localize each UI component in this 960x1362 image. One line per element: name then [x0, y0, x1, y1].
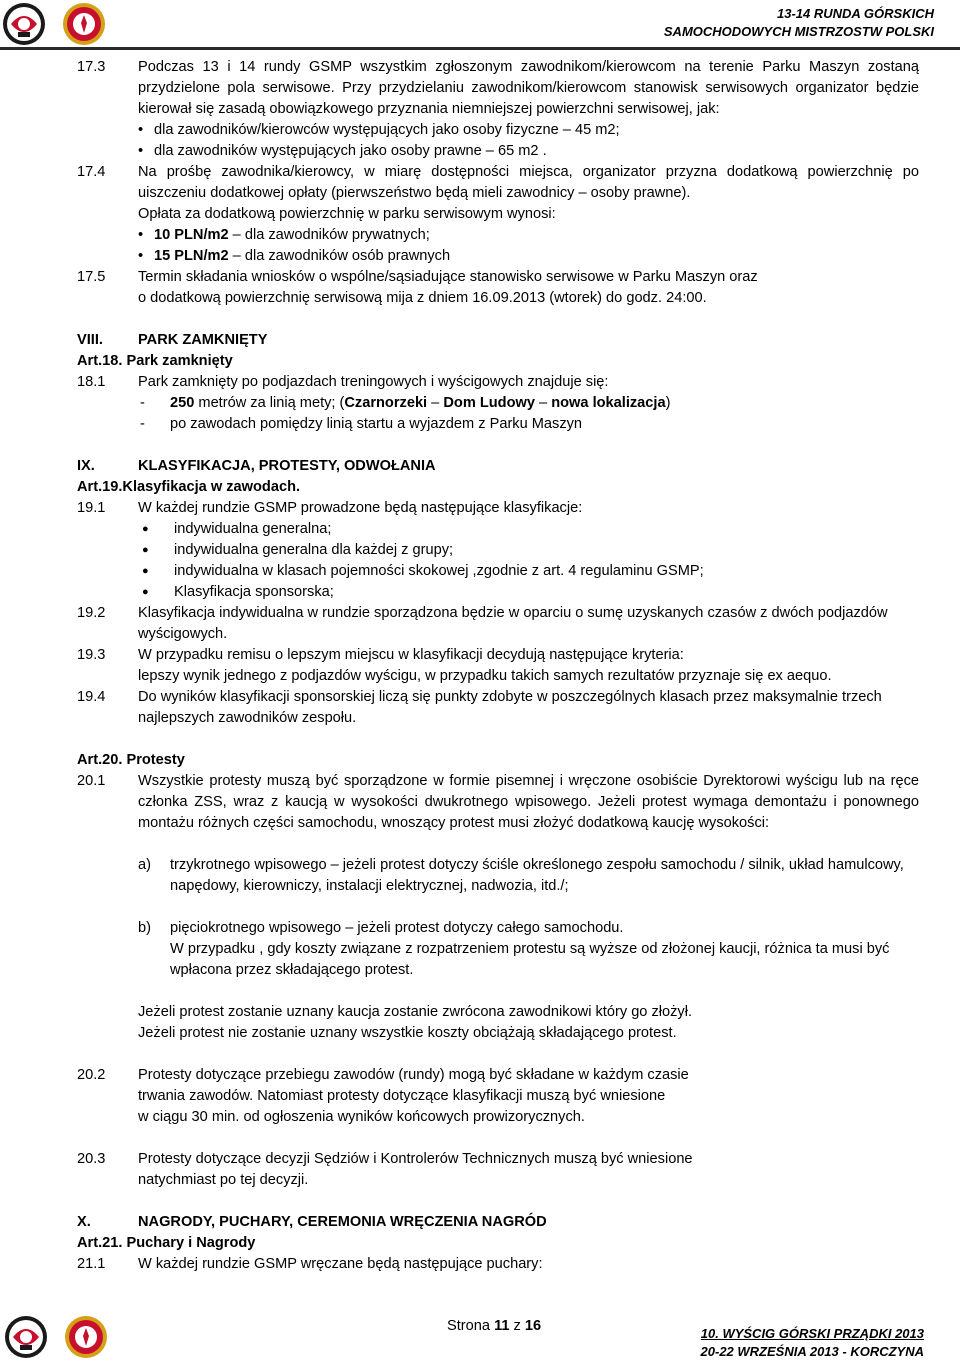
- para-text: Jeżeli protest nie zostanie uznany wszystkie koszty obciążają składającego protest.: [138, 1025, 677, 1041]
- club-logo-icon: [4, 1315, 48, 1359]
- para-number: 17.4: [77, 164, 106, 180]
- list-item: • dla zawodników/kierowców występujących jako osoby fizyczne – 45 m2;: [138, 122, 620, 138]
- paragraph-17-5: [77, 267, 919, 309]
- list-item: ● Klasyfikacja sponsorska;: [142, 584, 334, 600]
- pzm-logo-icon: [64, 1315, 108, 1359]
- para-text: Do wyników klasyfikacji sponsorskiej liczą się punkty zdobyte w poszczególnych klasach przez maksymalnie trzech najlepszych zawodników zespołu.: [138, 689, 882, 726]
- pzm-logo-icon: [62, 2, 106, 46]
- section-heading: VIII. PARK ZAMKNIĘTY: [77, 332, 268, 348]
- page-number: Strona 11 z 16: [447, 1318, 542, 1334]
- list-item: ● indywidualna w klasach pojemności skokowej ,zgodnie z art. 4 regulaminu GSMP;: [142, 563, 704, 579]
- paragraph-20-1: [77, 771, 919, 1044]
- para-number: 19.1: [77, 500, 106, 516]
- paragraph-20-2: [77, 1065, 919, 1128]
- header-rule: [0, 47, 960, 50]
- para-text: natychmiast po tej decyzji.: [138, 1172, 309, 1188]
- paragraph-19-4: [77, 687, 919, 729]
- para-number: 18.1: [77, 374, 106, 390]
- footer-event-line1: 10. WYŚCIG GÓRSKI PRZĄDKI 2013: [700, 1326, 924, 1341]
- para-text: W każdej rundzie GSMP wręczane będą następujące puchary:: [138, 1256, 543, 1272]
- para-number: 19.2: [77, 605, 106, 621]
- para-text: Termin składania wniosków o wspólne/sąsiadujące stanowisko serwisowe w Parku Maszyn oraz: [138, 269, 758, 285]
- para-text: w ciągu 30 min. od ogłoszenia wyników końcowych prowizorycznych.: [138, 1109, 585, 1125]
- header-title: [664, 5, 934, 41]
- document-body: [77, 57, 919, 1275]
- footer-event: [701, 1325, 924, 1361]
- paragraph-20-3: [77, 1149, 919, 1191]
- para-number: 20.3: [77, 1151, 106, 1167]
- para-text: Park zamknięty po podjazdach treningowych i wyścigowych znajduje się:: [138, 374, 609, 390]
- paragraph-19-2: [77, 603, 919, 645]
- article-heading: Art.18. Park zamknięty: [77, 353, 233, 369]
- list-item: ● indywidualna generalna dla każdej z grupy;: [142, 542, 454, 558]
- list-item: - po zawodach pomiędzy linią startu a wyjazdem z Parku Maszyn: [140, 416, 583, 432]
- article-heading: Art.20. Protesty: [77, 752, 185, 768]
- club-logo-icon: [2, 2, 46, 46]
- para-text: W każdej rundzie GSMP prowadzone będą następujące klasyfikacje:: [138, 500, 583, 516]
- para-number: 17.5: [77, 269, 106, 285]
- fee-intro: Opłata za dodatkową powierzchnię w parku serwisowym wynosi:: [138, 206, 556, 222]
- header-title-line1: 13-14 RUNDA GÓRSKICH: [777, 6, 934, 21]
- paragraph-19-3: [77, 645, 919, 687]
- list-item: ● indywidualna generalna;: [142, 521, 332, 537]
- para-text: Wszystkie protesty muszą być sporządzone w formie pisemnej i wręczone osobiście Dyrektorowi wyścigu lub na ręce członka ZSS, wraz z kaucją w wysokości dwukrotnego wpisowego. Jeżeli protest wymaga demontażu i ponownego montażu różnych części samochodu, wnoszący protest musi złożyć dodatkową kaucję wysokości:: [138, 773, 919, 831]
- para-number: 20.1: [77, 773, 106, 789]
- list-item: b) pięciokrotnego wpisowego – jeżeli protest dotyczy całego samochodu. W przypadku , gdy koszty związane z rozpatrzeniem protestu są wyższe od złożonej kaucji, różnica ta musi być wpłacona przez składającego protest.: [138, 920, 890, 978]
- paragraph-17-3: [77, 57, 919, 162]
- para-text: o dodatkową powierzchnię serwisową mija z dniem 16.09.2013 (wtorek) do godz. 24:00.: [138, 290, 707, 306]
- para-number: 19.4: [77, 689, 106, 705]
- para-number: 17.3: [77, 59, 106, 75]
- para-text: Jeżeli protest zostanie uznany kaucja zostanie zwrócona zawodnikowi który go złożył.: [138, 1004, 693, 1020]
- section-heading: IX. KLASYFIKACJA, PROTESTY, ODWOŁANIA: [77, 458, 436, 474]
- para-text: W przypadku remisu o lepszym miejscu w klasyfikacji decydują następujące kryteria:: [138, 647, 684, 663]
- para-text: trwania zawodów. Natomiast protesty dotyczące klasyfikacji muszą być wniesione: [138, 1088, 666, 1104]
- para-number: 19.3: [77, 647, 106, 663]
- para-number: 20.2: [77, 1067, 106, 1083]
- header-title-line2: SAMOCHODOWYCH MISTRZOSTW POLSKI: [663, 24, 934, 39]
- para-number: 21.1: [77, 1256, 106, 1272]
- paragraph-17-4: [77, 162, 919, 267]
- paragraph-21-1: [77, 1254, 919, 1275]
- paragraph-19-1: [77, 498, 919, 603]
- page-header: [0, 0, 960, 48]
- article-heading: Art.21. Puchary i Nagrody: [77, 1235, 256, 1251]
- section-heading: X. NAGRODY, PUCHARY, CEREMONIA WRĘCZENIA NAGRÓD: [77, 1214, 547, 1230]
- list-item: • dla zawodników występujących jako osoby prawne – 65 m2 .: [138, 143, 547, 159]
- para-text: Protesty dotyczące decyzji Sędziów i Kontrolerów Technicznych muszą być wniesione: [138, 1151, 693, 1167]
- footer-event-line2: 20-22 WRZEŚNIA 2013 - KORCZYNA: [700, 1344, 924, 1359]
- list-item: • 15 PLN/m2 – dla zawodników osób prawnych: [138, 248, 451, 264]
- para-text: lepszy wynik jednego z podjazdów wyścigu, w przypadku takich samych rezultatów przyznaje się ex aequo.: [138, 668, 832, 684]
- paragraph-18-1: [77, 372, 919, 435]
- list-item: • 10 PLN/m2 – dla zawodników prywatnych;: [138, 227, 430, 243]
- list-item: a) trzykrotnego wpisowego – jeżeli protest dotyczy ściśle określonego zespołu samochodu / silnik, układ hamulcowy, napędowy, kierowniczy, instalacji elektrycznej, nadwozia, itd./;: [138, 857, 904, 894]
- para-text: Na prośbę zawodnika/kierowcy, w miarę dostępności miejsca, organizator przyzna dodatkową powierzchnię po uiszczeniu dodatkowej opłaty (pierwszeństwo będą mieli zawodnicy – osoby prawne).: [138, 164, 919, 201]
- article-heading: Art.19.Klasyfikacja w zawodach.: [77, 479, 301, 495]
- list-item: - 250 metrów za linią mety; (Czarnorzeki – Dom Ludowy – nowa lokalizacja): [140, 395, 671, 411]
- para-text: Protesty dotyczące przebiegu zawodów (rundy) mogą być składane w każdym czasie: [138, 1067, 689, 1083]
- para-text: Podczas 13 i 14 rundy GSMP wszystkim zgłoszonym zawodnikom/kierowcom na terenie Parku Maszyn zostaną przydzielone pola serwisowe. Przy przydzielaniu zawodnikom/kierowcom stanowisk serwisowych organizator będzie kierował się zasadą obowiązkowego przyznania niemniejszej powierzchni serwisowej, jak:: [138, 59, 919, 117]
- para-text: Klasyfikacja indywidualna w rundzie sporządzona będzie w oparciu o sumę uzyskanych czasów z dwóch podjazdów wyścigowych.: [138, 605, 888, 642]
